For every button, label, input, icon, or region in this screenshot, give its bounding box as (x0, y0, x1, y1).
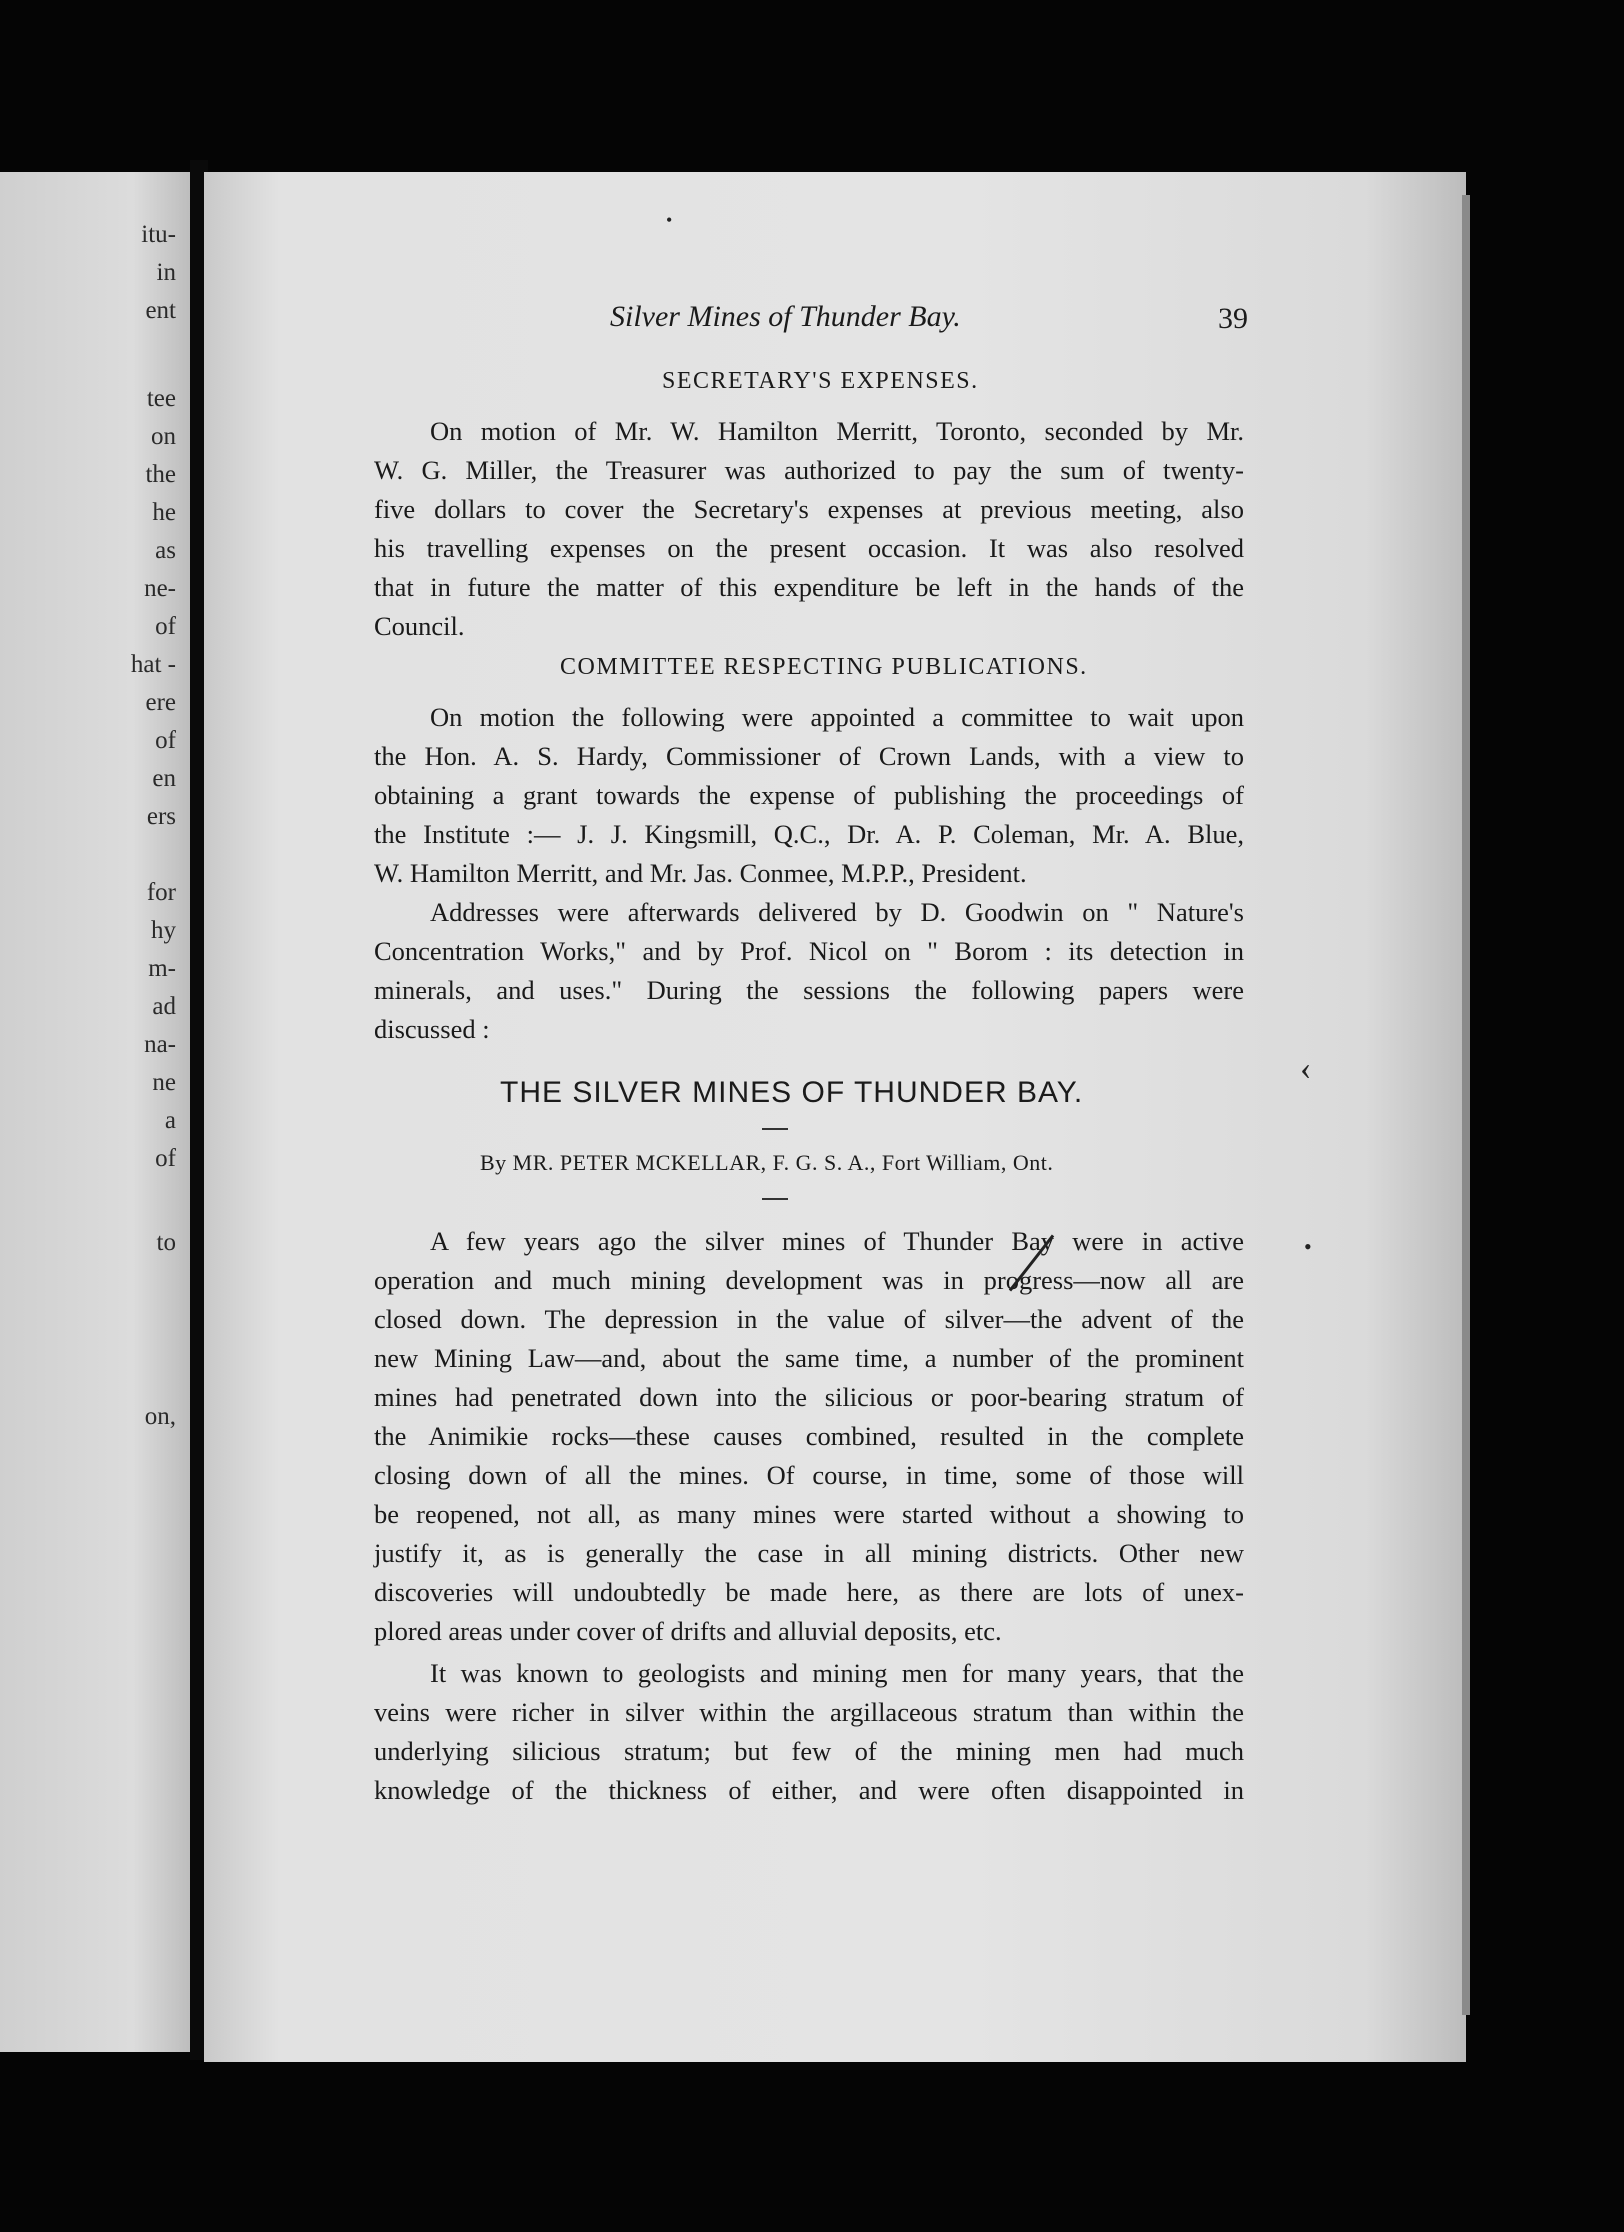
paragraph-line: obtaining a grant towards the expense of publishing the proceedings of (374, 780, 1244, 810)
margin-mark: • (1304, 1234, 1312, 1259)
paragraph-line: W. G. Miller, the Treasurer was authorized to pay the sum of twenty- (374, 455, 1244, 485)
left-page-fragment: in (156, 259, 176, 286)
margin-mark: ‹ (1300, 1050, 1312, 1087)
left-page-fragment: ers (146, 803, 176, 830)
paragraph-line: W. Hamilton Merritt, and Mr. Jas. Conmee, M.P.P., President. (374, 858, 1027, 888)
paragraph-line: be reopened, not all, as many mines were started without a showing to (374, 1499, 1244, 1529)
page-number: 39 (1218, 302, 1248, 335)
page-edge-shadow (1462, 195, 1470, 2015)
paragraph-line: the Hon. A. S. Hardy, Commissioner of Crown Lands, with a view to (374, 741, 1244, 771)
left-page-fragment: hy (151, 917, 176, 944)
divider (762, 1128, 788, 1130)
paragraph-line: On motion of Mr. W. Hamilton Merritt, Toronto, seconded by Mr. (430, 416, 1244, 446)
article-title: THE SILVER MINES OF THUNDER BAY. (500, 1076, 1084, 1109)
paragraph-line: that in future the matter of this expenditure be left in the hands of the (374, 572, 1244, 602)
section-heading: COMMITTEE RESPECTING PUBLICATIONS. (560, 654, 1088, 680)
left-page-fragment: ere (145, 689, 176, 716)
left-page-fragment: m- (148, 955, 176, 982)
section-heading: SECRETARY'S EXPENSES. (662, 368, 979, 394)
left-page-fragment: of (155, 1145, 176, 1172)
left-page-fragment: en (152, 765, 176, 792)
paragraph-line: Addresses were afterwards delivered by D. Goodwin on " Nature's (430, 897, 1244, 927)
margin-mark: • (666, 210, 673, 230)
paragraph-line: the Institute :— J. J. Kingsmill, Q.C., Dr. A. P. Coleman, Mr. A. Blue, (374, 819, 1244, 849)
paragraph-line: knowledge of the thickness of either, and were often disappointed in (374, 1775, 1244, 1805)
paragraph-line: the Animikie rocks—these causes combined, resulted in the complete (374, 1421, 1244, 1451)
left-page-fragment: for (146, 879, 176, 906)
paragraph-line: discussed : (374, 1014, 490, 1044)
divider (762, 1198, 788, 1200)
paragraph-line: On motion the following were appointed a committee to wait upon (430, 702, 1244, 732)
left-page-fragment: as (155, 537, 176, 564)
paragraph-line: Concentration Works," and by Prof. Nicol on " Borom : its detection in (374, 936, 1244, 966)
left-page-fragment: a (164, 1107, 176, 1134)
left-page-fragment: na- (144, 1031, 176, 1058)
article-byline: By MR. PETER MCKELLAR, F. G. S. A., Fort William, Ont. (480, 1150, 1054, 1175)
paragraph-line: A few years ago the silver mines of Thunder Bay were in active (430, 1226, 1244, 1256)
paragraph-line: justify it, as is generally the case in all mining districts. Other new (374, 1538, 1244, 1568)
paragraph-line: underlying silicious stratum; but few of the mining men had much (374, 1736, 1244, 1766)
left-page-fragment: the (145, 461, 176, 488)
paragraph-line: mines had penetrated down into the silicious or poor-bearing stratum of (374, 1382, 1244, 1412)
paragraph-line: discoveries will undoubtedly be made here, as there are lots of unex- (374, 1577, 1244, 1607)
left-page-fragment: on (151, 423, 176, 450)
paragraph-line: minerals, and uses." During the sessions the following papers were (374, 975, 1244, 1005)
paragraph-line: his travelling expenses on the present occasion. It was also resolved (374, 533, 1244, 563)
left-page-fragment: he (152, 499, 176, 526)
left-page-fragment: hat - (130, 651, 176, 678)
paragraph-line: closed down. The depression in the value of silver—the advent of the (374, 1304, 1244, 1334)
paragraph-line: veins were richer in silver within the argillaceous stratum than within the (374, 1697, 1244, 1727)
left-page-fragment: ne (152, 1069, 176, 1096)
left-page-fragment: ent (145, 297, 176, 324)
left-page-fragment: tee (146, 385, 176, 412)
left-page-fragment: ne- (144, 575, 176, 602)
paragraph-line: operation and much mining development was in progress—now all are (374, 1265, 1244, 1295)
left-page-fragment: of (155, 613, 176, 640)
paragraph-line: closing down of all the mines. Of course, in time, some of those will (374, 1460, 1244, 1490)
paragraph-line: It was known to geologists and mining men for many years, that the (430, 1658, 1244, 1688)
left-page-fragment: on, (144, 1403, 176, 1430)
paragraph-line: five dollars to cover the Secretary's expenses at previous meeting, also (374, 494, 1244, 524)
left-page (0, 172, 190, 2052)
running-header: Silver Mines of Thunder Bay. (610, 300, 961, 333)
paragraph-line: new Mining Law—and, about the same time, a number of the prominent (374, 1343, 1244, 1373)
left-page-fragment: itu- (141, 221, 176, 248)
paragraph-line: Council. (374, 611, 465, 641)
left-page-fragment: to (156, 1229, 176, 1256)
left-page-fragment: ad (152, 993, 176, 1020)
paragraph-line: plored areas under cover of drifts and alluvial deposits, etc. (374, 1616, 1002, 1646)
left-page-fragment: of (155, 727, 176, 754)
